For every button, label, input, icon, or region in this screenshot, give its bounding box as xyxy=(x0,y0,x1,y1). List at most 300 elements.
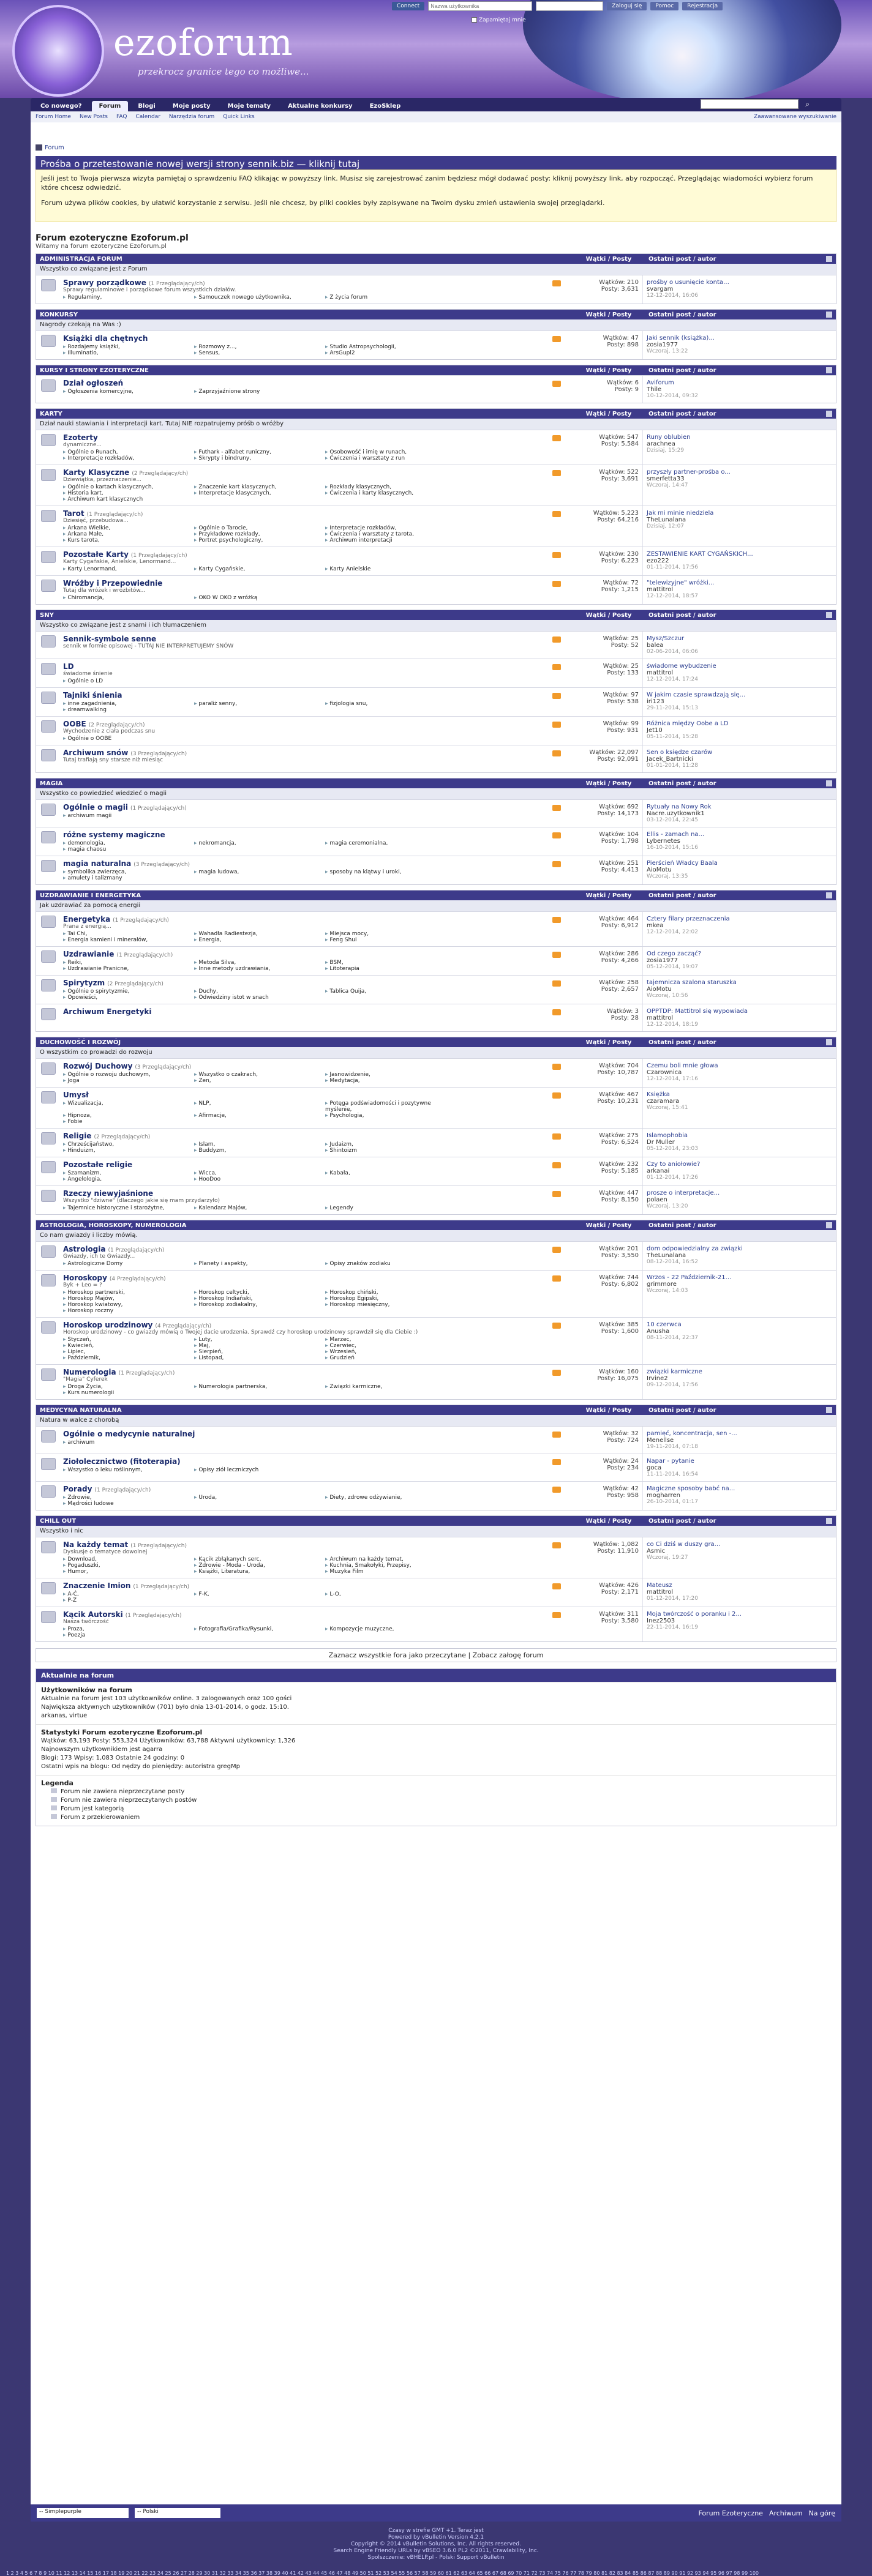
subforum-link[interactable]: ▸ Opowieści, xyxy=(63,995,192,1001)
subforum-link[interactable]: ▸ Sensus, xyxy=(194,350,323,356)
subforum-link[interactable]: ▸ A-Ć, xyxy=(63,1591,192,1597)
subforum-link[interactable]: ▸ Sierpień, xyxy=(194,1349,323,1355)
subforum-link[interactable]: ▸ Kurs tarota, xyxy=(63,537,192,543)
subforum-link[interactable]: ▸ Pogaduszki, xyxy=(63,1562,192,1569)
subforum-link[interactable]: ▸ Numerologia partnerska, xyxy=(194,1384,323,1390)
subforum-link[interactable]: ▸ Afirmacje, xyxy=(194,1113,323,1119)
last-post-author[interactable]: zosia1977 xyxy=(647,957,678,964)
collapse-icon[interactable] xyxy=(826,411,832,417)
subforum-link[interactable]: ▸ Październik, xyxy=(63,1355,192,1361)
subforum-link[interactable]: ▸ Interpretacje klasycznych, xyxy=(194,490,323,496)
collapse-icon[interactable] xyxy=(826,892,832,898)
subforum-link[interactable]: ▸ Diety, zdrowe odżywianie, xyxy=(325,1495,454,1501)
rss-icon[interactable] xyxy=(538,430,575,465)
rss-icon[interactable] xyxy=(538,1365,575,1399)
subforum-link[interactable]: ▸ P-Z xyxy=(63,1597,192,1603)
subforum-link[interactable]: ▸ symbolika zwierzęca, xyxy=(63,869,192,875)
subforum-link[interactable]: ▸ Reiki, xyxy=(63,960,192,966)
subforum-link[interactable]: ▸ L-O, xyxy=(325,1591,454,1597)
subforum-link[interactable]: ▸ Archiwum kart klasycznych xyxy=(63,496,192,502)
last-post-title[interactable]: 10 czerwca xyxy=(647,1321,682,1328)
last-post-author[interactable]: iri123 xyxy=(647,698,664,705)
subforum-link[interactable]: ▸ Interpretacje rozkładów, xyxy=(63,455,192,461)
rss-icon[interactable] xyxy=(538,1129,575,1157)
last-post-title[interactable]: OPPTDP: Mattitrol się wypowiada xyxy=(647,1008,748,1015)
subforum-link[interactable]: ▸ Medytacja, xyxy=(325,1078,454,1084)
rss-icon[interactable] xyxy=(538,1059,575,1087)
subforum-link[interactable]: ▸ OKO W OKO z wróżką xyxy=(194,595,323,601)
last-post-title[interactable]: "telewizyjne" wróżki... xyxy=(647,580,715,586)
subforum-link[interactable]: ▸ Energia, xyxy=(194,937,323,943)
last-post-author[interactable]: svargam xyxy=(647,286,674,293)
rss-icon[interactable] xyxy=(538,659,575,687)
last-post-title[interactable]: pamięć, koncentracja, sen -... xyxy=(647,1430,737,1437)
collapse-icon[interactable] xyxy=(826,256,832,262)
subforum-link[interactable]: ▸ Muzyka Film xyxy=(325,1569,454,1575)
last-post-title[interactable]: Pierścień Władcy Baala xyxy=(647,860,718,867)
subforum-link[interactable]: ▸ F-K, xyxy=(194,1591,323,1597)
subforum-link[interactable]: ▸ Horoskop Majów, xyxy=(63,1296,192,1302)
subforum-link[interactable]: ▸ magia ludowa, xyxy=(194,869,323,875)
last-post-title[interactable]: Mateusz xyxy=(647,1582,672,1589)
last-post-title[interactable]: W jakim czasie sprawdzają się... xyxy=(647,692,746,698)
subforum-link[interactable]: ▸ Hinduizm, xyxy=(63,1148,192,1154)
language-select[interactable]: -- Polski xyxy=(135,2508,220,2518)
subforum-link[interactable]: ▸ demonologia, xyxy=(63,840,192,846)
last-post-title[interactable]: Księżka xyxy=(647,1091,670,1098)
subforum-link[interactable]: ▸ Arkana Małe, xyxy=(63,531,192,537)
password-input[interactable] xyxy=(536,1,603,11)
rss-icon[interactable] xyxy=(538,576,575,604)
subforum-link[interactable]: ▸ Samouczek nowego użytkownika, xyxy=(194,294,323,301)
forum-title[interactable]: Umysł xyxy=(63,1091,89,1099)
subforum-link[interactable]: ▸ Archiwum interpretacji xyxy=(325,537,454,543)
subforum-link[interactable]: ▸ magia chaosu xyxy=(63,846,192,853)
subforum-link[interactable]: ▸ Droga Życia, xyxy=(63,1384,192,1390)
forum-title[interactable]: Porady xyxy=(63,1485,92,1493)
subforum-link[interactable]: ▸ Styczeń, xyxy=(63,1337,192,1343)
last-post-author[interactable]: zosia1977 xyxy=(647,342,678,348)
subforum-link[interactable]: ▸ Ćwiczenia i warsztaty z run xyxy=(325,455,454,461)
subforum-link[interactable]: ▸ Przykładowe rozkłady, xyxy=(194,531,323,537)
subforum-link[interactable]: ▸ Rozkłady klasycznych, xyxy=(325,484,454,490)
subforum-link[interactable]: ▸ Ogólnie o LD xyxy=(63,678,192,684)
last-post-title[interactable]: co Ci dziś w duszy gra... xyxy=(647,1541,721,1548)
subforum-link[interactable]: ▸ Karty Cygańskie, xyxy=(194,566,323,572)
forum-title[interactable]: Kącik Autorski xyxy=(63,1610,123,1619)
mark-read-link[interactable]: Zaznacz wszystkie fora jako przeczytane | Zobacz załogę forum xyxy=(36,1648,836,1662)
rss-icon[interactable] xyxy=(538,717,575,745)
facebook-connect-button[interactable]: Connect xyxy=(392,2,424,10)
rss-icon[interactable] xyxy=(538,1271,575,1317)
rss-icon[interactable] xyxy=(538,547,575,575)
subforum-link[interactable]: ▸ archiwum magii xyxy=(63,813,192,819)
last-post-title[interactable]: Różnica między Oobe a LD xyxy=(647,720,729,727)
subforum-link[interactable]: ▸ Karty Lenormand, xyxy=(63,566,192,572)
last-post-author[interactable]: Dr Muller xyxy=(647,1139,675,1146)
subforum-link[interactable]: ▸ Ogólnie o spirytyzmie, xyxy=(63,988,192,995)
collapse-icon[interactable] xyxy=(826,1407,832,1413)
last-post-author[interactable]: Anusha xyxy=(647,1328,670,1335)
subforum-link[interactable]: ▸ Feng Shui xyxy=(325,937,454,943)
subforum-link[interactable]: ▸ ArsGupl2 xyxy=(325,350,454,356)
forum-title[interactable]: Religie xyxy=(63,1132,92,1140)
rss-icon[interactable] xyxy=(538,331,575,359)
archive-pages[interactable]: 1 2 3 4 5 6 7 8 9 10 11 12 13 14 15 16 17 18 19 20 21 22 23 24 25 26 27 28 29 30 31 32 33 34 35 36 37 38 39 40 41 42 43 44 45 46 47 48 49 50 51 52 53 54 55 56 57 58 59 60 61 62 63 64 65 66 67 68 69 70 71 72 73 74 75 76 77 78 79 80 81 82 83 84 85 86 87 88 89 90 91 92 93 94 95 96 97 98 99 100 xyxy=(6,2570,759,2576)
breadcrumb-forum[interactable]: Forum xyxy=(45,144,64,151)
last-post-title[interactable]: Aviforum xyxy=(647,379,674,386)
last-post-title[interactable]: Czemu boli mnie głowa xyxy=(647,1062,718,1069)
subforum-link[interactable]: ▸ Horoskop zodiakalny, xyxy=(194,1302,323,1308)
category-title[interactable]: MAGIA xyxy=(40,780,63,787)
subforum-link[interactable]: ▸ Karty Anielskie xyxy=(325,566,454,572)
rss-icon[interactable] xyxy=(538,1242,575,1270)
subforum-link[interactable]: ▸ Astrologiczne Domy xyxy=(63,1261,192,1267)
last-post-title[interactable]: Wrzos - 22 Październik-21... xyxy=(647,1274,732,1281)
last-post-author[interactable]: Menellse xyxy=(647,1437,674,1444)
subforum-link[interactable]: ▸ Marzec, xyxy=(325,1337,454,1343)
forum-title[interactable]: Karty Klasyczne xyxy=(63,468,130,477)
footer-link-forum[interactable]: Forum Ezoteryczne xyxy=(698,2509,763,2517)
last-post-author[interactable]: grimmore xyxy=(647,1281,677,1288)
subforum-link[interactable]: ▸ NLP, xyxy=(194,1100,323,1113)
category-title[interactable]: KONKURSY xyxy=(40,311,78,318)
subforum-link[interactable]: ▸ Horoskop Indiański, xyxy=(194,1296,323,1302)
subforum-link[interactable]: ▸ Ćwiczenia i karty klasycznych, xyxy=(325,490,454,496)
last-post-author[interactable]: mattitrol xyxy=(647,586,674,593)
subforum-link[interactable]: ▸ Chiromancja, xyxy=(63,595,192,601)
last-post-title[interactable]: prosze o interpretacje... xyxy=(647,1190,720,1197)
last-post-title[interactable]: Runy oblubien xyxy=(647,434,691,441)
subforum-link[interactable]: ▸ Uroda, xyxy=(194,1495,323,1501)
subforum-link[interactable]: ▸ Joga xyxy=(63,1078,192,1084)
subforum-link[interactable]: ▸ BSM, xyxy=(325,960,454,966)
subforum-link[interactable]: ▸ Archiwum na każdy temat, xyxy=(325,1556,454,1562)
last-post-author[interactable]: Irvine2 xyxy=(647,1375,668,1382)
subforum-link[interactable]: ▸ Fotografia/Grafika/Rysunki, xyxy=(194,1626,323,1632)
last-post-author[interactable]: AioMotu xyxy=(647,986,672,993)
last-post-title[interactable]: Sen o księdze czarów xyxy=(647,749,713,756)
subforum-link[interactable]: ▸ Ogólnie o Runach, xyxy=(63,449,192,455)
collapse-icon[interactable] xyxy=(826,780,832,786)
subforum-link[interactable]: ▸ Z życia forum xyxy=(325,294,454,301)
subforum-link[interactable]: ▸ Hipnoza, xyxy=(63,1113,192,1119)
forum-title[interactable]: Na każdy temat xyxy=(63,1540,129,1549)
last-post-title[interactable]: Jak mi minie niedziela xyxy=(647,510,714,517)
forum-title[interactable]: Sennik-symbole senne xyxy=(63,635,157,643)
subforum-link[interactable]: ▸ Uzdrawianie Pranicne, xyxy=(63,966,192,972)
forum-title[interactable]: Ezoterty xyxy=(63,433,98,442)
last-post-title[interactable]: świadome wybudzenie xyxy=(647,663,716,670)
subforum-link[interactable]: ▸ Maj, xyxy=(194,1343,323,1349)
subforum-link[interactable]: ▸ Tajemnice historyczne i starożytne, xyxy=(63,1205,192,1211)
subforum-link[interactable]: ▸ Rozdajemy książki, xyxy=(63,344,192,350)
forum-title[interactable]: różne systemy magiczne xyxy=(63,831,165,839)
rss-icon[interactable] xyxy=(538,947,575,975)
subforum-link[interactable]: ▸ Tablica Quija, xyxy=(325,988,454,995)
tab-my-threads[interactable]: Moje tematy xyxy=(227,103,271,110)
last-post-author[interactable]: mattitrol xyxy=(647,670,674,676)
forum-title[interactable]: Dział ogłoszeń xyxy=(63,379,124,387)
subforum-link[interactable]: ▸ Szamanizm, xyxy=(63,1170,192,1176)
rss-icon[interactable] xyxy=(538,632,575,659)
notice-title[interactable]: Prośba o przetestowanie nowej wersji strony sennik.biz — kliknij tutaj xyxy=(36,156,836,170)
last-post-author[interactable]: czaramara xyxy=(647,1098,680,1105)
last-post-author[interactable]: Asmic xyxy=(647,1548,666,1555)
subforum-link[interactable]: ▸ Książki, Literatura, xyxy=(194,1569,323,1575)
forum-title[interactable]: Horoskopy xyxy=(63,1274,107,1282)
forum-title[interactable]: Pozostałe Karty xyxy=(63,550,129,559)
subforum-link[interactable]: ▸ amulety i talizmany xyxy=(63,875,192,881)
subforum-link[interactable]: ▸ Horoskop miesięczny, xyxy=(325,1302,454,1308)
forum-title[interactable]: Książki dla chętnych xyxy=(63,334,148,343)
subforum-link[interactable]: ▸ Horoskop partnerski, xyxy=(63,1290,192,1296)
rss-icon[interactable] xyxy=(538,976,575,1004)
last-post-author[interactable]: arachnea xyxy=(647,441,675,447)
forum-title[interactable]: Znaczenie Imion xyxy=(63,1581,131,1590)
subforum-link[interactable]: ▸ Buddyzm, xyxy=(194,1148,323,1154)
forum-title[interactable]: Ogólnie o magii xyxy=(63,803,128,812)
last-post-author[interactable]: Thile xyxy=(647,386,662,393)
rss-icon[interactable] xyxy=(538,1537,575,1578)
rss-icon[interactable] xyxy=(538,912,575,946)
collapse-icon[interactable] xyxy=(826,1518,832,1524)
last-post-title[interactable]: Cztery filary przeznaczenia xyxy=(647,916,730,922)
rss-icon[interactable] xyxy=(538,827,575,856)
subforum-link[interactable]: ▸ Ogłoszenia komercyjne, xyxy=(63,389,192,395)
rss-icon[interactable] xyxy=(538,1004,575,1031)
subforum-link[interactable]: ▸ Odwiedziny istot w snach xyxy=(194,995,323,1001)
last-post-author[interactable]: mkea xyxy=(647,922,664,929)
subforum-link[interactable]: ▸ Judaizm, xyxy=(325,1141,454,1148)
subforum-link[interactable]: ▸ Energia kamieni i minerałów, xyxy=(63,937,192,943)
collapse-icon[interactable] xyxy=(826,1039,832,1045)
subforum-link[interactable]: ▸ Czerwiec, xyxy=(325,1343,454,1349)
subforum-link[interactable]: ▸ Regulaminy, xyxy=(63,294,192,301)
last-post-author[interactable]: Lybernetes xyxy=(647,838,680,845)
username-input[interactable] xyxy=(428,1,532,11)
help-button[interactable]: Pomoc xyxy=(650,2,678,10)
subforum-link[interactable]: ▸ Zaprzyjaźnione strony xyxy=(194,389,323,395)
subforum-link[interactable]: ▸ Kącik zbłąkanych serc, xyxy=(194,1556,323,1562)
subforum-link[interactable]: ▸ sposoby na klątwy i uroki, xyxy=(325,869,454,875)
subforum-link[interactable]: ▸ Luty, xyxy=(194,1337,323,1343)
last-post-title[interactable]: Mysz/Szczur xyxy=(647,635,685,642)
forum-title[interactable]: Tarot xyxy=(63,509,85,518)
remember-me[interactable] xyxy=(472,17,526,23)
subforum-link[interactable]: ▸ dreamwalking xyxy=(63,707,192,713)
subforum-link[interactable]: ▸ Wszystko o czakrach, xyxy=(194,1072,323,1078)
subforum-link[interactable]: ▸ Horoskop roczny xyxy=(63,1308,192,1314)
last-post-title[interactable]: Od czego zacząć? xyxy=(647,950,701,957)
remember-checkbox[interactable] xyxy=(472,17,477,23)
subforum-link[interactable]: ▸ Kurs numerologii xyxy=(63,1390,192,1396)
tab-ezoshop[interactable]: EzoSklep xyxy=(369,103,401,110)
subforum-link[interactable]: ▸ archiwum xyxy=(63,1439,192,1446)
subforum-link[interactable]: ▸ magia ceremonialna, xyxy=(325,840,454,846)
collapse-icon[interactable] xyxy=(826,312,832,318)
subforum-link[interactable]: ▸ Chrześcijaństwo, xyxy=(63,1141,192,1148)
rss-icon[interactable] xyxy=(538,856,575,884)
subforum-link[interactable]: ▸ Związki karmiczne, xyxy=(325,1384,454,1390)
subforum-link[interactable]: ▸ Ogólnie o OOBE xyxy=(63,736,192,742)
subforum-link[interactable]: ▸ Kabała, xyxy=(325,1170,454,1176)
forum-title[interactable]: Ziołolecznictwo (fitoterapia) xyxy=(63,1457,181,1466)
category-title[interactable]: DUCHOWOŚĆ I ROZWÓJ xyxy=(40,1039,121,1046)
rss-icon[interactable] xyxy=(538,745,575,772)
nav-forum-home[interactable]: Forum Home xyxy=(36,114,71,120)
last-post-author[interactable]: Jet10 xyxy=(647,727,663,734)
forum-title[interactable]: Rozwój Duchowy xyxy=(63,1062,133,1070)
last-post-title[interactable]: Magiczne sposoby babć na... xyxy=(647,1485,735,1492)
subforum-link[interactable]: ▸ Ćwiczenia i warsztaty z tarota, xyxy=(325,531,454,537)
subforum-link[interactable]: ▸ Psychologia, xyxy=(325,1113,454,1119)
style-select[interactable]: -- Simplepurple xyxy=(37,2508,129,2518)
last-post-title[interactable]: prośby o usunięcie konta… xyxy=(647,279,730,286)
subforum-link[interactable]: ▸ Grudzień xyxy=(325,1355,454,1361)
subforum-link[interactable]: ▸ Tai Chi, xyxy=(63,931,192,937)
subforum-link[interactable]: ▸ Ogólnie o kartach klasycznych, xyxy=(63,484,192,490)
search-icon[interactable]: ⌕ xyxy=(805,100,810,108)
last-post-author[interactable]: ezo222 xyxy=(647,558,669,564)
last-post-title[interactable]: Moja twórczość o poranku i 2... xyxy=(647,1611,742,1618)
subforum-link[interactable]: ▸ Humor, xyxy=(63,1569,192,1575)
forum-title[interactable]: magia naturalna xyxy=(63,859,132,868)
forum-title[interactable]: Numerologia xyxy=(63,1368,116,1376)
forum-title[interactable]: Archiwum Energetyki xyxy=(63,1007,152,1016)
forum-title[interactable]: Horoskop urodzinowy xyxy=(63,1321,153,1329)
subforum-link[interactable]: ▸ Duchy, xyxy=(194,988,323,995)
subforum-link[interactable]: ▸ Wizualizacja, xyxy=(63,1100,192,1113)
nav-new-posts[interactable]: New Posts xyxy=(79,114,108,120)
advanced-search-link[interactable]: Zaawansowane wyszukiwanie xyxy=(753,114,836,120)
rss-icon[interactable] xyxy=(538,376,575,403)
subforum-link[interactable]: ▸ Zdrowie, xyxy=(63,1495,192,1501)
last-post-title[interactable]: Rytuały na Nowy Rok xyxy=(647,804,712,810)
last-post-title[interactable]: Czy to aniołowie? xyxy=(647,1161,701,1168)
subforum-link[interactable]: ▸ Mądrości ludowe xyxy=(63,1501,192,1507)
register-button[interactable]: Rejestracja xyxy=(682,2,723,10)
subforum-link[interactable]: ▸ Potęga podświadomości i pozytywne myślenie, xyxy=(325,1100,454,1113)
subforum-link[interactable]: ▸ Kwiecień, xyxy=(63,1343,192,1349)
forum-title[interactable]: Tajniki śnienia xyxy=(63,691,122,700)
category-title[interactable]: KARTY xyxy=(40,410,62,417)
forum-title[interactable]: Energetyka xyxy=(63,915,111,924)
nav-calendar[interactable]: Calendar xyxy=(135,114,160,120)
subforum-link[interactable]: ▸ Ogólnie o rozwoju duchowym, xyxy=(63,1072,192,1078)
nav-faq[interactable]: FAQ xyxy=(116,114,127,120)
rss-icon[interactable] xyxy=(538,1578,575,1607)
online-users-title[interactable]: Użytkowników na forum xyxy=(41,1686,132,1694)
last-post-title[interactable]: tajemnicza szalona staruszka xyxy=(647,979,737,986)
last-post-title[interactable]: Ellis - zamach na... xyxy=(647,831,705,838)
subforum-link[interactable]: ▸ nekromancja, xyxy=(194,840,323,846)
subforum-link[interactable]: ▸ Horoskop kwiatowy, xyxy=(63,1302,192,1308)
rss-icon[interactable] xyxy=(538,1318,575,1364)
rss-icon[interactable] xyxy=(538,506,575,547)
subforum-link[interactable]: ▸ Rozmowy z..., xyxy=(194,344,323,350)
footer-link-archive[interactable]: Archiwum xyxy=(769,2509,803,2517)
last-post-author[interactable]: mattitrol xyxy=(647,1015,674,1021)
subforum-link[interactable]: ▸ Legendy xyxy=(325,1205,454,1211)
subforum-link[interactable]: ▸ Futhark - alfabet runiczny, xyxy=(194,449,323,455)
nav-forum-tools[interactable]: Narzędzia forum xyxy=(168,114,215,120)
last-post-author[interactable]: mattitrol xyxy=(647,1589,674,1596)
last-post-title[interactable]: dom odpowiedzialny za związki xyxy=(647,1245,743,1252)
last-post-title[interactable]: Napar - pytanie xyxy=(647,1458,694,1465)
subforum-link[interactable]: ▸ Lipiec, xyxy=(63,1349,192,1355)
subforum-link[interactable]: ▸ Miejsca mocy, xyxy=(325,931,454,937)
rss-icon[interactable] xyxy=(538,1427,575,1454)
subforum-link[interactable]: ▸ Fobie xyxy=(63,1119,192,1125)
category-title[interactable]: KURSY I STRONY EZOTERYCZNE xyxy=(40,367,149,374)
footer-link-top[interactable]: Na górę xyxy=(808,2509,835,2517)
last-post-author[interactable]: Nacre.uzytkownik1 xyxy=(647,810,705,817)
subforum-link[interactable]: ▸ Horoskop celtycki, xyxy=(194,1290,323,1296)
subforum-link[interactable]: ▸ Opisy ziół leczniczych xyxy=(194,1467,323,1473)
subforum-link[interactable]: ▸ Listopad, xyxy=(194,1355,323,1361)
last-post-author[interactable]: AioMotu xyxy=(647,867,672,873)
subforum-link[interactable]: ▸ inne zagadnienia, xyxy=(63,701,192,707)
last-post-author[interactable]: Jacek_Bartnicki xyxy=(647,756,693,763)
subforum-link[interactable]: ▸ Zen, xyxy=(194,1078,323,1084)
logo-zodiac-wheel[interactable] xyxy=(12,5,104,97)
last-post-title[interactable]: przyszły partner-prośba o... xyxy=(647,469,731,476)
subforum-link[interactable]: ▸ Zdrowie - Moda - Uroda, xyxy=(194,1562,323,1569)
subforum-link[interactable]: ▸ paraliż senny, xyxy=(194,701,323,707)
tab-forum[interactable]: Forum xyxy=(92,101,129,111)
rss-icon[interactable] xyxy=(538,1088,575,1128)
forum-title[interactable]: Pozostałe religie xyxy=(63,1160,133,1169)
last-post-author[interactable]: smerfetta33 xyxy=(647,476,685,482)
subforum-link[interactable]: ▸ Inne metody uzdrawiania, xyxy=(194,966,323,972)
online-users-list[interactable]: arkanas, virtue xyxy=(41,1712,88,1719)
rss-icon[interactable] xyxy=(538,688,575,716)
subforum-link[interactable]: ▸ Opisy znaków zodiaku xyxy=(325,1261,454,1267)
subforum-link[interactable]: ▸ Proza, xyxy=(63,1626,192,1632)
category-title[interactable]: UZDRAWIANIE I ENERGETYKA xyxy=(40,892,141,899)
rss-icon[interactable] xyxy=(538,465,575,506)
subforum-link[interactable]: ▸ Ogólnie o Tarocie, xyxy=(194,525,323,531)
subforum-link[interactable]: ▸ Jasnowidzenie, xyxy=(325,1072,454,1078)
tab-my-posts[interactable]: Moje posty xyxy=(172,103,211,110)
logo-text[interactable]: ezoforum xyxy=(113,21,293,64)
subforum-link[interactable]: ▸ Download, xyxy=(63,1556,192,1562)
last-post-title[interactable]: Islamophobia xyxy=(647,1132,688,1139)
subforum-link[interactable]: ▸ Wszystko o leku roślinnym, xyxy=(63,1467,192,1473)
category-title[interactable]: CHILL OUT xyxy=(40,1517,77,1525)
category-title[interactable]: ASTROLOGIA, HOROSKOPY, NUMEROLOGIA xyxy=(40,1222,187,1229)
tab-whats-new[interactable]: Co nowego? xyxy=(40,103,82,110)
last-post-title[interactable]: Jaki sennik (książka)... xyxy=(647,335,715,342)
last-post-title[interactable]: związki karmiczne xyxy=(647,1368,702,1375)
login-button[interactable]: Zaloguj się xyxy=(607,2,647,10)
rss-icon[interactable] xyxy=(538,1607,575,1641)
forum-title[interactable]: Uzdrawianie xyxy=(63,950,115,958)
subforum-link[interactable]: ▸ Islam, xyxy=(194,1141,323,1148)
subforum-link[interactable]: ▸ Illuminatio, xyxy=(63,350,192,356)
collapse-icon[interactable] xyxy=(826,1222,832,1228)
tab-blogs[interactable]: Blogi xyxy=(138,103,156,110)
forum-title[interactable]: Wróżby i Przepowiednie xyxy=(63,579,163,588)
forum-title[interactable]: Spirytyzm xyxy=(63,979,105,987)
subforum-link[interactable]: ▸ Interpretacje rozkładów, xyxy=(325,525,454,531)
forum-title[interactable]: Ogólnie o medycynie naturalnej xyxy=(63,1430,195,1438)
last-post-author[interactable]: mogharren xyxy=(647,1492,680,1499)
last-post-author[interactable]: Czarownica xyxy=(647,1069,682,1076)
subforum-link[interactable]: ▸ Shintoizm xyxy=(325,1148,454,1154)
last-post-author[interactable]: TheLunalana xyxy=(647,1252,686,1259)
